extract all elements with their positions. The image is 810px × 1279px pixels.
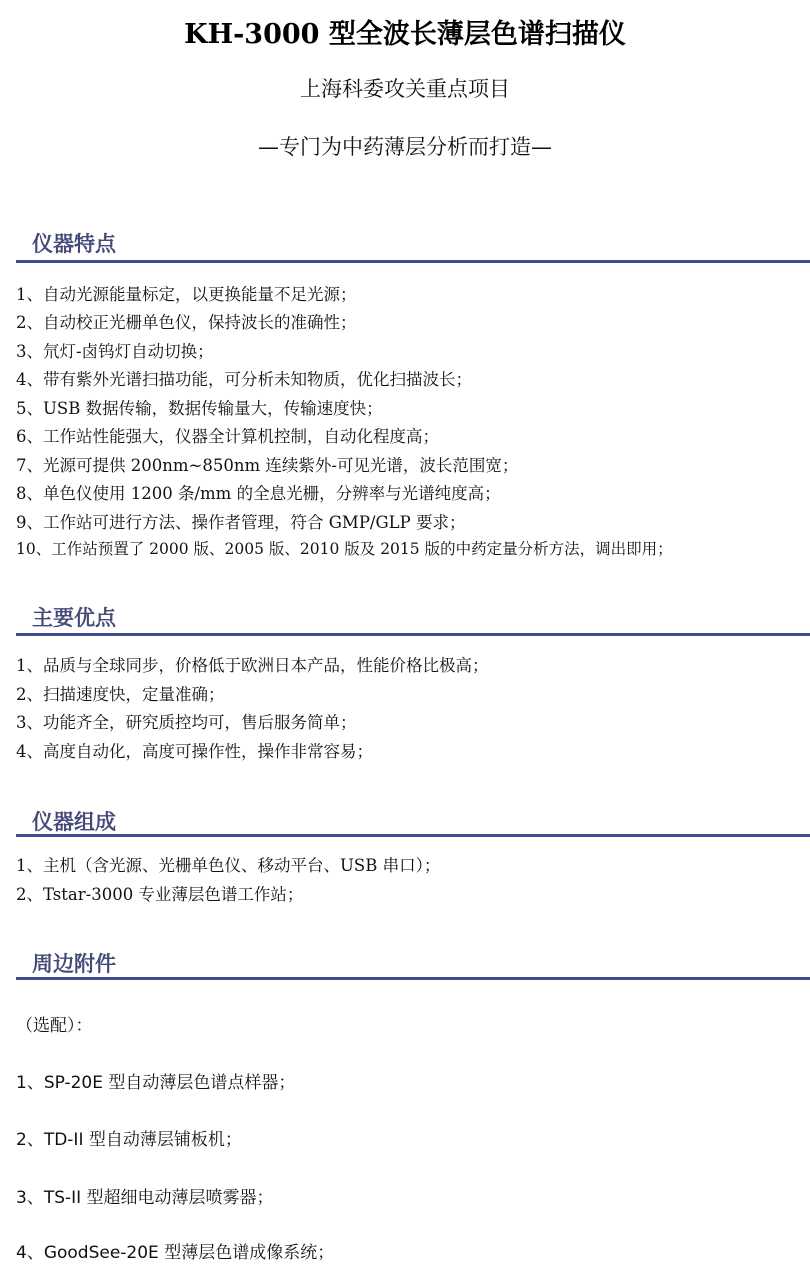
list-item: 3、功能齐全，研究质控均可，售后服务简单； (16, 713, 357, 732)
list-item: 2、自动校正光栅单色仪，保持波长的准确性； (16, 313, 357, 332)
list-item: 1、主机（含光源、光栅单色仪、移动平台、USB 串口）； (16, 856, 441, 875)
section-heading-advantages: 主要优点 (32, 606, 116, 630)
list-item: 1、SP-20E 型自动薄层色谱点样器； (16, 1073, 296, 1093)
list-item: 2、Tstar-3000 专业薄层色谱工作站； (16, 885, 304, 904)
list-item: 4、GoodSee-20E 型薄层色谱成像系统； (16, 1243, 335, 1263)
section-heading-features: 仪器特点 (32, 232, 116, 256)
section-divider-advantages (16, 633, 810, 636)
list-item: 1、品质与全球同步，价格低于欧洲日本产品，性能价格比极高； (16, 656, 489, 675)
optional-note: （选配）： (16, 1016, 93, 1036)
document-tagline: —专门为中药薄层分析而打造— (258, 135, 552, 159)
list-item: 4、带有紫外光谱扫描功能，可分析未知物质，优化扫描波长； (16, 370, 472, 389)
section-heading-composition: 仪器组成 (32, 810, 116, 834)
list-item: 4、高度自动化，高度可操作性，操作非常容易； (16, 742, 373, 761)
list-item: 1、自动光源能量标定，以更换能量不足光源； (16, 285, 357, 304)
section-divider-features (16, 260, 810, 263)
list-item: 7、光源可提供 200nm~850nm 连续紫外-可见光谱，波长范围宽； (16, 456, 519, 475)
list-item: 3、氘灯-卤钨灯自动切换； (16, 342, 214, 361)
section-heading-accessories: 周边附件 (32, 952, 116, 976)
list-item: 2、TD-II 型自动薄层铺板机； (16, 1130, 242, 1150)
list-item: 5、USB 数据传输，数据传输量大，传输速度快； (16, 399, 383, 418)
document-title: KH-3000 型全波长薄层色谱扫描仪 (184, 19, 626, 50)
list-item: 2、扫描速度快，定量准确； (16, 685, 225, 704)
list-item: 3、TS-II 型超细电动薄层喷雾器； (16, 1188, 274, 1208)
list-item: 6、工作站性能强大，仪器全计算机控制，自动化程度高； (16, 427, 439, 446)
document-subtitle: 上海科委攻关重点项目 (300, 77, 510, 101)
list-item: 9、工作站可进行方法、操作者管理，符合 GMP/GLP 要求； (16, 513, 466, 532)
section-divider-composition (16, 834, 810, 837)
list-item: 10、工作站预置了 2000 版、2005 版、2010 版及 2015 版的中药定量分析方法，调出即用； (16, 540, 673, 558)
list-item: 8、单色仪使用 1200 条/mm 的全息光栅，分辨率与光谱纯度高； (16, 484, 501, 503)
section-divider-accessories (16, 977, 810, 980)
